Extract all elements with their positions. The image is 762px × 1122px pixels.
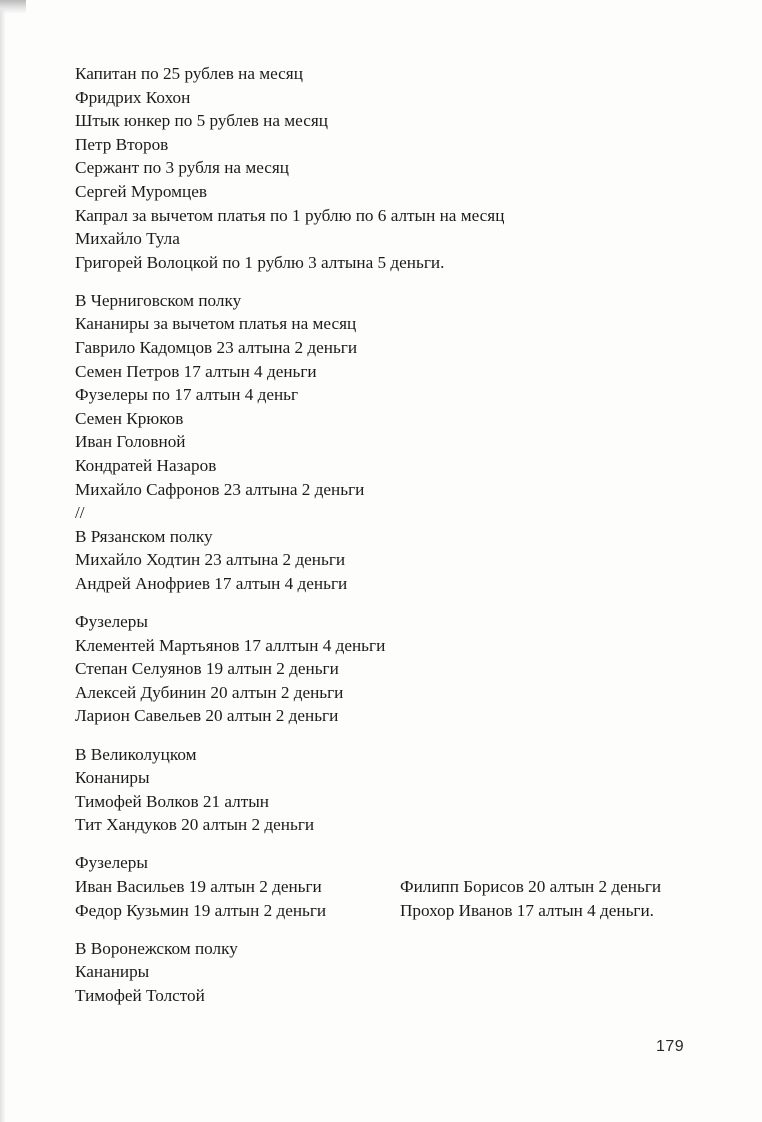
- text-line: Конаниры: [75, 768, 150, 788]
- document-body: [75, 62, 735, 1007]
- text-line: Гаврило Кадомцов 23 алтына 2 деньги: [75, 338, 358, 358]
- text-line: Федор Кузьмин 19 алтын 2 деньги: [75, 900, 327, 920]
- text-line: Ларион Савельев 20 алтын 2 деньги: [75, 706, 339, 726]
- page-break-marker: //: [75, 503, 85, 523]
- text-line: Алексей Дубинин 20 алтын 2 деньги: [75, 682, 344, 702]
- section-heading: Фузелеры: [75, 853, 148, 873]
- text-line: Степан Селуянов 19 алтын 2 деньги: [75, 659, 339, 679]
- paragraph-gap: [75, 274, 735, 289]
- text-line: Михайло Тула: [75, 229, 180, 249]
- text-line: Тимофей Толстой: [75, 985, 205, 1005]
- scan-corner-mark: [0, 0, 26, 14]
- paragraph-gap: [75, 922, 735, 937]
- text-line: Фридрих Кохон: [75, 87, 191, 107]
- section-heading: В Воронежском полку: [75, 938, 238, 958]
- text-line: Капрал за вычетом платья по 1 рублю по 6 алтын на месяц: [75, 205, 505, 225]
- text-line: Иван Васильев 19 алтын 2 деньги: [75, 877, 322, 896]
- text-line: Кананиры: [75, 962, 150, 982]
- two-column-row: [75, 875, 735, 899]
- text-line: Семен Крюков: [75, 408, 184, 428]
- text-line: Фузелеры по 17 алтын 4 деньг: [75, 385, 299, 405]
- text-line: Прохор Иванов 17 алтын 4 деньги.: [400, 900, 654, 920]
- page-number: 179: [656, 1038, 685, 1055]
- text-line: Капитан по 25 рублев на месяц: [75, 64, 303, 83]
- paragraph-gap: [75, 596, 735, 611]
- paragraph-gap: [75, 728, 735, 743]
- text-line: Михайло Ходтин 23 алтына 2 деньги: [75, 550, 346, 570]
- paragraph-gap: [75, 837, 735, 852]
- text-line: Штык юнкер по 5 рублев на месяц: [75, 111, 328, 131]
- section-heading: В Рязанском полку: [75, 526, 213, 546]
- section-heading: В Великолуцком: [75, 744, 197, 764]
- text-line: Тит Хандуков 20 алтын 2 деньги: [75, 815, 315, 835]
- text-line: Клементей Мартьянов 17 аллтын 4 деньги: [75, 635, 386, 655]
- text-line: Григорей Волоцкой по 1 рублю 3 алтына 5 деньги.: [75, 252, 445, 272]
- text-line: Михайло Сафронов 23 алтына 2 деньги: [75, 479, 365, 499]
- text-line: Семен Петров 17 алтын 4 деньги: [75, 361, 317, 381]
- text-line: Иван Головной: [75, 432, 186, 452]
- section-heading: В Черниговском полку: [75, 290, 242, 310]
- text-line: Андрей Анофриев 17 алтын 4 деньги: [75, 573, 348, 593]
- two-column-row: [75, 899, 735, 923]
- text-line: Кананиры за вычетом платья на месяц: [75, 314, 357, 334]
- page-edge-shadow: [0, 0, 6, 1122]
- text-line: Петр Второв: [75, 134, 169, 154]
- section-heading: Фузелеры: [75, 612, 148, 632]
- text-line: Кондратей Назаров: [75, 456, 217, 475]
- text-line: Сержант по 3 рубля на месяц: [75, 158, 290, 178]
- text-line: Тимофей Волков 21 алтын: [75, 791, 269, 811]
- text-line: Сергей Муромцев: [75, 181, 207, 201]
- text-line: Филипп Борисов 20 алтын 2 деньги: [400, 877, 662, 896]
